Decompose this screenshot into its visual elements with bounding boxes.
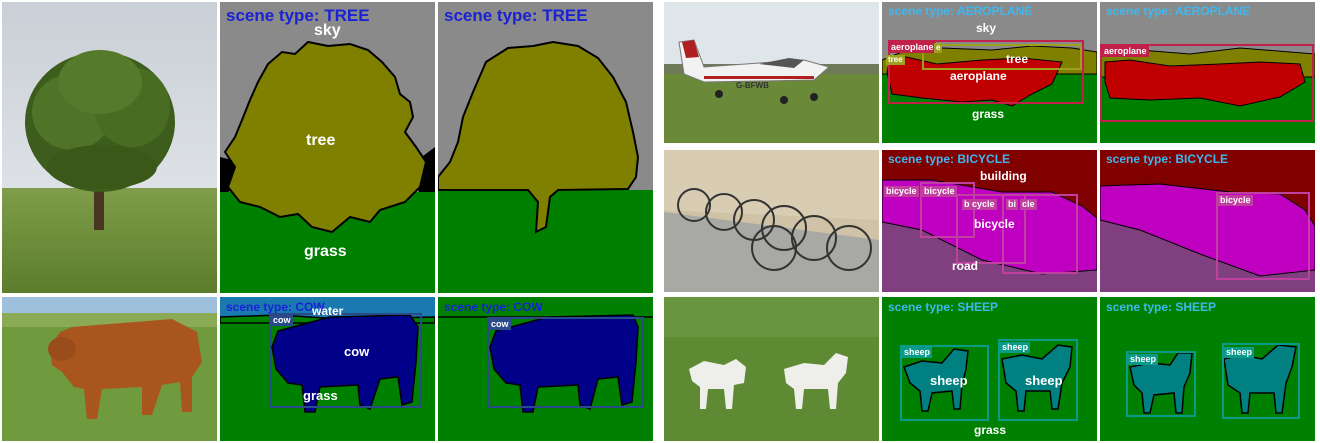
bicycle-box-tag: b cycle bbox=[964, 199, 995, 209]
bicycle-box-tag: bi bbox=[1008, 199, 1016, 209]
aeroplane-segmentation-groundtruth bbox=[882, 2, 1097, 143]
aeroplane-box-tag: aeroplane bbox=[1104, 46, 1147, 56]
building-label: building bbox=[980, 169, 1027, 183]
scene-type-title: scene type: AEROPLANE bbox=[1106, 4, 1251, 18]
aircraft-registration-text: G-BFWB bbox=[736, 81, 769, 90]
scene-type-title: scene type: SHEEP bbox=[888, 300, 999, 314]
grass-label: grass bbox=[972, 107, 1005, 121]
bicycle-box-tag: bicycle bbox=[924, 186, 955, 196]
aeroplane-photo bbox=[664, 2, 879, 143]
bicycle-box-tag: bicycle bbox=[1220, 195, 1251, 205]
scene-type-title: scene type: TREE bbox=[444, 6, 588, 25]
tree-label: tree bbox=[1006, 52, 1029, 66]
cow-bounding-box bbox=[487, 317, 644, 408]
sheep-box-tag: sheep bbox=[904, 347, 931, 357]
small-tree-tag: tree bbox=[888, 55, 903, 64]
sky-label: sky bbox=[976, 21, 997, 35]
aeroplane-segmentation-prediction bbox=[1100, 2, 1315, 143]
bicycle-label: bicycle bbox=[974, 217, 1015, 231]
sheep-label: sheep bbox=[930, 373, 968, 388]
scene-type-title: scene type: BICYCLE bbox=[1106, 152, 1229, 166]
road-label: road bbox=[952, 259, 979, 273]
grass-label: grass bbox=[974, 423, 1007, 437]
bicycle-segmentation-prediction bbox=[1100, 150, 1315, 292]
cow-segmentation-prediction bbox=[438, 297, 653, 441]
sheep-box-tag: sheep bbox=[1130, 354, 1157, 364]
bicycle-segmentation-groundtruth bbox=[882, 150, 1097, 292]
cow-label: cow bbox=[344, 344, 370, 359]
sheep-label: sheep bbox=[1025, 373, 1063, 388]
tree-label: tree bbox=[306, 132, 336, 149]
bicycle-box-tag: bicycle bbox=[886, 186, 917, 196]
sheep-segmentation-prediction bbox=[1100, 297, 1315, 441]
sheep-segmentation-groundtruth bbox=[882, 297, 1097, 441]
scene-type-title: scene type: BICYCLE bbox=[888, 152, 1011, 166]
scene-type-title: scene type: AEROPLANE bbox=[888, 4, 1033, 18]
cow-box-tag: cow bbox=[273, 315, 291, 325]
grass-label: grass bbox=[304, 243, 347, 260]
cow-bounding-box bbox=[269, 313, 422, 408]
scene-type-title: scene type: COW bbox=[444, 300, 543, 314]
small-e-tag: e bbox=[936, 43, 941, 52]
aeroplane-label: aeroplane bbox=[950, 69, 1007, 83]
scene-type-title: scene type: COW bbox=[226, 300, 325, 314]
tree-bounding-box bbox=[922, 44, 1082, 70]
tree-photo bbox=[2, 2, 217, 293]
scene-type-title: scene type: TREE bbox=[226, 6, 370, 25]
grass-label: grass bbox=[303, 388, 338, 403]
cow-segmentation-groundtruth bbox=[220, 297, 435, 441]
sheep-box-tag: sheep bbox=[1002, 342, 1029, 352]
sheep-photo bbox=[664, 297, 879, 441]
bicycle-photo bbox=[664, 150, 879, 292]
tree-segmentation-prediction bbox=[438, 2, 653, 293]
bicycle-box-tag: cle bbox=[1022, 199, 1035, 209]
cow-box-tag: cow bbox=[491, 319, 509, 329]
cow-photo bbox=[2, 297, 217, 441]
aeroplane-box-tag: aeroplane bbox=[891, 42, 934, 52]
sky-label: sky bbox=[314, 22, 341, 39]
scene-type-title: scene type: SHEEP bbox=[1106, 300, 1217, 314]
sheep-box-tag: sheep bbox=[1226, 347, 1253, 357]
water-label: water bbox=[312, 304, 344, 318]
tree-segmentation-groundtruth bbox=[220, 2, 435, 293]
